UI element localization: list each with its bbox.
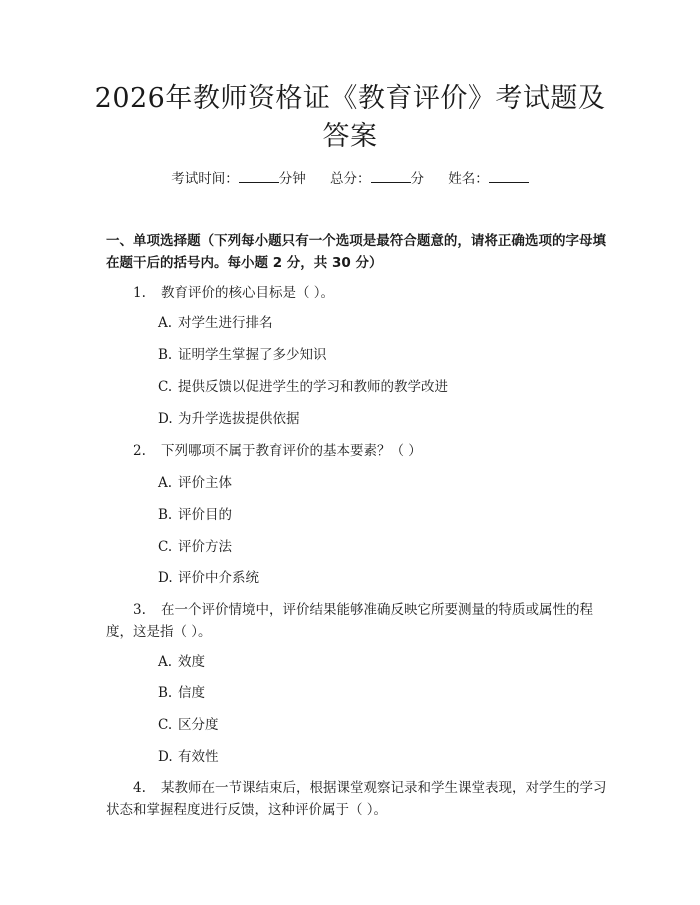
total-score-label: 总分：	[330, 171, 371, 187]
option-2-c: C. 评价方法	[158, 539, 232, 555]
exam-time-blank	[239, 169, 279, 183]
question-1	[106, 282, 608, 304]
exam-time-unit: 分钟	[278, 171, 306, 187]
question-text: 教育评价的核心目标是（ ）。	[161, 285, 335, 301]
question-text: 下列哪项不属于教育评价的基本要素？（ ）	[161, 443, 422, 459]
option-1-a: A. 对学生进行排名	[158, 315, 273, 331]
name-blank	[489, 169, 529, 183]
option-2-d: D. 评价中介系统	[158, 570, 259, 586]
option-1-b: B. 证明学生掌握了多少知识	[158, 347, 327, 363]
question-text: 在一个评价情境中，评价结果能够准确反映它所要测量的特质或属性的程度，这是指（ ）。	[106, 602, 593, 640]
question-number: 4.	[133, 780, 146, 796]
option-2-a: A. 评价主体	[158, 475, 232, 491]
option-2-b: B. 评价目的	[158, 507, 232, 523]
exam-time-label: 考试时间：	[171, 171, 239, 187]
total-score-field	[330, 169, 424, 188]
question-2	[106, 440, 608, 462]
exam-info-line	[0, 169, 700, 188]
question-number: 3.	[133, 602, 146, 618]
question-3	[106, 599, 608, 643]
question-4	[106, 777, 608, 821]
option-3-a: A. 效度	[158, 654, 205, 670]
name-field	[448, 169, 529, 188]
total-score-blank	[371, 169, 411, 183]
document-title: 2026年教师资格证《教育评价》考试题及答案	[94, 83, 606, 152]
question-text: 某教师在一节课结束后，根据课堂观察记录和学生课堂表现，对学生的学习状态和掌握程度进行反馈，这种评价属于（ ）。	[106, 780, 607, 818]
exam-time-field	[171, 169, 306, 188]
option-3-d: D. 有效性	[158, 749, 219, 765]
question-number: 1.	[133, 285, 146, 301]
section-heading: 一、单项选择题（下列每小题只有一个选项是最符合题意的，请将正确选项的字母填在题干后的括号内。每小题 2 分，共 30 分）	[106, 233, 606, 271]
option-1-c: C. 提供反馈以促进学生的学习和教师的教学改进	[158, 379, 448, 395]
question-number: 2.	[133, 443, 146, 459]
option-1-d: D. 为升学选拔提供依据	[158, 411, 300, 427]
option-3-c: C. 区分度	[158, 717, 219, 733]
total-score-unit: 分	[410, 171, 424, 187]
option-3-b: B. 信度	[158, 685, 205, 701]
name-label: 姓名：	[448, 171, 489, 187]
